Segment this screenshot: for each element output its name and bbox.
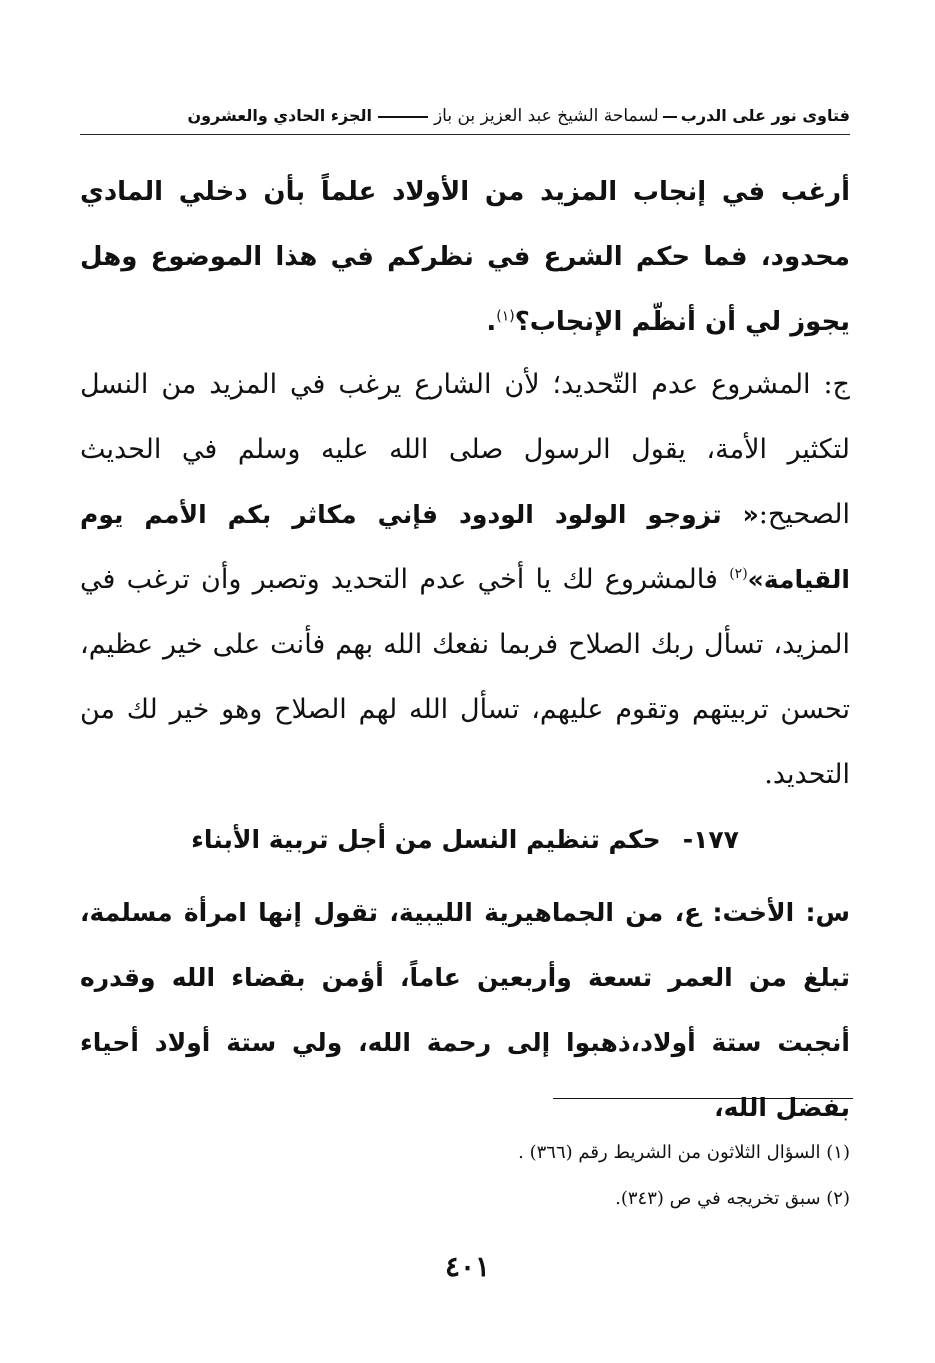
answer-1-intro: ج: المشروع عدم التّحديد؛ لأن الشارع يرغب في المزيد من النسل لتكثير الأمة، يقول الرسول صلى الله عليه وسلم في الحديث الصحيح: — [80, 369, 850, 530]
section-title-text: حكم تنظيم النسل من أجل تربية الأبناء — [191, 825, 661, 854]
header-volume: الجزء الحادي والعشرون — [187, 106, 372, 125]
answer-1 — [80, 352, 850, 807]
footnote-marker-2: (٢) — [729, 566, 748, 582]
header-book-title: فتاوى نور على الدرب — [680, 106, 850, 125]
answer-1-body: فالمشروع لك يا أخي عدم التحديد وتصبر وأن ترغب في المزيد، تسأل ربك الصلاح فربما نفعك الله بهم فأنت على خير عظيم، تحسن تربيتهم وتقوم عليهم، تسأل الله لهم الصلاح وهو خير لك من التحديد. — [80, 564, 850, 790]
running-header — [80, 104, 850, 135]
question-1-text: أرغب في إنجاب المزيد من الأولاد علماً بأن دخلي المادي محدود، فما حكم الشرع في نظركم في هذا الموضوع وهل يجوز لي أن أنظّم الإنجاب؟ — [80, 177, 850, 337]
section-heading — [80, 815, 850, 865]
question-1-end: . — [486, 307, 497, 337]
header-separator — [378, 116, 428, 118]
page-number: ٤٠١ — [444, 1250, 491, 1283]
question-2 — [80, 880, 850, 1140]
question-2-text: س: الأخت: ع، من الجماهيرية الليبية، تقول إنها امرأة مسلمة، تبلغ من العمر تسعة وأربعين عاماً، أؤمن بقضاء الله وقدره أنجبت ستة أولاد،ذهبوا إلى رحمة الله، ولي ستة أولاد أحياء بفضل الله، — [80, 898, 850, 1122]
header-dash — [663, 116, 677, 118]
hadith-quote: « تزوجو الولود الودود فإني مكاثر بكم الأمم يوم القيامة» — [80, 500, 850, 594]
section-number: ١٧٧- — [682, 825, 739, 854]
footnote-divider — [553, 1098, 853, 1099]
footnote-1: (١) السؤال الثلاثون من الشريط رقم (٣٦٦) . — [518, 1142, 850, 1163]
footnotes — [80, 1130, 850, 1222]
footnote-2: (٢) سبق تخريجه في ص (٣٤٣). — [615, 1188, 850, 1209]
footnote-marker-1: (١) — [496, 308, 515, 325]
question-1 — [80, 160, 850, 355]
header-author: لسماحة الشيخ عبد العزيز بن باز — [433, 106, 659, 126]
